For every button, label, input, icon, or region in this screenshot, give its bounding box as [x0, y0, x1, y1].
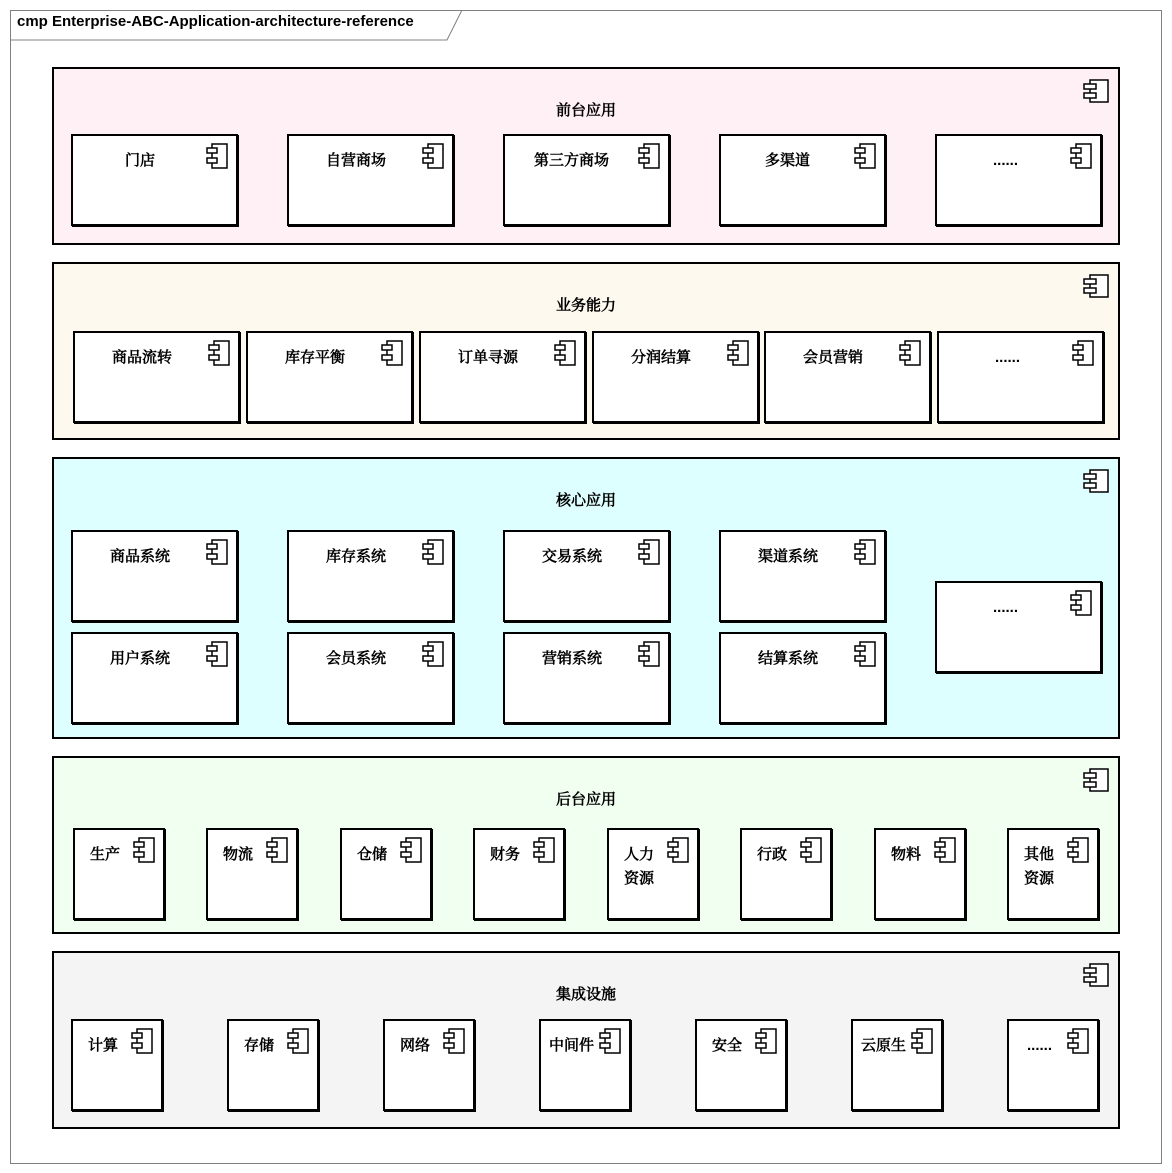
component-storage[interactable]	[227, 1019, 319, 1111]
component-icon	[1082, 79, 1110, 103]
package-title: 后台应用	[555, 791, 616, 808]
component-label: 渠道系统	[758, 548, 819, 565]
component-label: 生产	[90, 846, 121, 863]
component-channel-system[interactable]	[719, 530, 886, 622]
component-label: ......	[995, 349, 1021, 366]
component-network[interactable]	[383, 1019, 475, 1111]
component-icon	[1082, 274, 1110, 298]
component-label: 会员营销	[803, 349, 864, 366]
component-icon	[800, 837, 822, 863]
component-label: 库存系统	[326, 548, 387, 565]
component-more[interactable]	[937, 331, 1104, 423]
component-administration[interactable]	[740, 828, 832, 920]
component-label: 安全	[712, 1037, 743, 1054]
component-label: 行政	[757, 846, 788, 863]
component-middleware[interactable]	[539, 1019, 631, 1111]
component-settlement-system[interactable]	[719, 632, 886, 724]
component-icon	[443, 1028, 465, 1054]
component-cloud-native[interactable]	[851, 1019, 943, 1111]
component-icon	[422, 539, 444, 565]
component-icon	[1082, 963, 1110, 987]
component-icon	[287, 1028, 309, 1054]
component-label: 其他 资源	[1024, 846, 1055, 887]
component-label: 计算	[88, 1037, 119, 1054]
component-inventory-balance[interactable]	[246, 331, 413, 423]
component-icon	[381, 340, 403, 366]
component-materials[interactable]	[874, 828, 966, 920]
component-label: 商品流转	[112, 349, 173, 366]
package-title: 业务能力	[555, 297, 616, 314]
component-label: 财务	[490, 846, 521, 863]
component-label: 自营商场	[326, 152, 387, 169]
component-label: ......	[993, 599, 1019, 616]
component-label: ......	[993, 152, 1019, 169]
component-icon	[667, 837, 689, 863]
component-user-system[interactable]	[71, 632, 238, 724]
component-label: 人力 资源	[624, 846, 655, 887]
component-icon	[911, 1028, 933, 1054]
component-icon	[422, 641, 444, 667]
component-label: 云原生	[861, 1037, 907, 1054]
component-icon	[266, 837, 288, 863]
component-more[interactable]	[935, 581, 1102, 673]
component-icon	[1082, 768, 1110, 792]
component-icon	[755, 1028, 777, 1054]
component-label: 会员系统	[326, 650, 387, 667]
component-label: 仓储	[357, 846, 388, 863]
component-profit-settlement[interactable]	[592, 331, 759, 423]
package-title: 前台应用	[555, 102, 616, 119]
component-production[interactable]	[73, 828, 165, 920]
component-human-resources[interactable]	[607, 828, 699, 920]
component-member-marketing[interactable]	[764, 331, 931, 423]
component-icon	[1067, 837, 1089, 863]
component-marketing-system[interactable]	[503, 632, 670, 724]
component-label: 用户系统	[110, 650, 171, 667]
component-icon	[1070, 143, 1092, 169]
component-icon	[131, 1028, 153, 1054]
component-inventory-system[interactable]	[287, 530, 454, 622]
component-label: 第三方商场	[534, 152, 610, 169]
component-icon	[899, 340, 921, 366]
component-icon	[206, 539, 228, 565]
component-label: 库存平衡	[285, 349, 346, 366]
component-icon	[422, 143, 444, 169]
component-more[interactable]	[1007, 1019, 1099, 1111]
component-icon	[206, 641, 228, 667]
component-label: 订单寻源	[458, 349, 519, 366]
component-goods-system[interactable]	[71, 530, 238, 622]
component-icon	[854, 641, 876, 667]
component-finance[interactable]	[473, 828, 565, 920]
component-label: 分润结算	[631, 349, 692, 366]
component-other-resources[interactable]	[1007, 828, 1099, 920]
component-icon	[599, 1028, 621, 1054]
component-label: 营销系统	[542, 650, 603, 667]
component-more[interactable]	[935, 134, 1102, 226]
component-icon	[638, 641, 660, 667]
component-icon	[533, 837, 555, 863]
component-icon	[638, 143, 660, 169]
component-label: 结算系统	[758, 650, 819, 667]
component-trade-system[interactable]	[503, 530, 670, 622]
component-icon	[1072, 340, 1094, 366]
component-icon	[400, 837, 422, 863]
component-compute[interactable]	[71, 1019, 163, 1111]
component-goods-flow[interactable]	[73, 331, 240, 423]
component-label: 物流	[223, 846, 254, 863]
component-label: 存储	[244, 1037, 275, 1054]
component-label: ......	[1027, 1037, 1053, 1054]
component-icon	[934, 837, 956, 863]
frame-title: cmp Enterprise-ABC-Application-architecture-reference	[17, 13, 414, 30]
package-title: 集成设施	[555, 986, 616, 1003]
component-icon	[854, 143, 876, 169]
component-self-mall[interactable]	[287, 134, 454, 226]
component-label: 物料	[891, 846, 922, 863]
component-member-system[interactable]	[287, 632, 454, 724]
component-warehouse[interactable]	[340, 828, 432, 920]
component-security[interactable]	[695, 1019, 787, 1111]
package-title: 核心应用	[555, 492, 616, 509]
component-icon	[208, 340, 230, 366]
component-store[interactable]	[71, 134, 238, 226]
component-icon	[1067, 1028, 1089, 1054]
component-icon	[554, 340, 576, 366]
component-label: 中间件	[549, 1037, 595, 1054]
component-label: 商品系统	[110, 548, 171, 565]
component-label: 网络	[400, 1037, 431, 1054]
component-icon	[727, 340, 749, 366]
component-label: 门店	[125, 152, 156, 169]
component-label: 交易系统	[542, 548, 603, 565]
component-icon	[1070, 590, 1092, 616]
component-icon	[133, 837, 155, 863]
component-logistics[interactable]	[206, 828, 298, 920]
component-label: 多渠道	[765, 152, 811, 169]
component-third-party-mall[interactable]	[503, 134, 670, 226]
component-icon	[1082, 469, 1110, 493]
component-icon	[854, 539, 876, 565]
component-order-sourcing[interactable]	[419, 331, 586, 423]
component-icon	[638, 539, 660, 565]
component-multi-channel[interactable]	[719, 134, 886, 226]
component-icon	[206, 143, 228, 169]
